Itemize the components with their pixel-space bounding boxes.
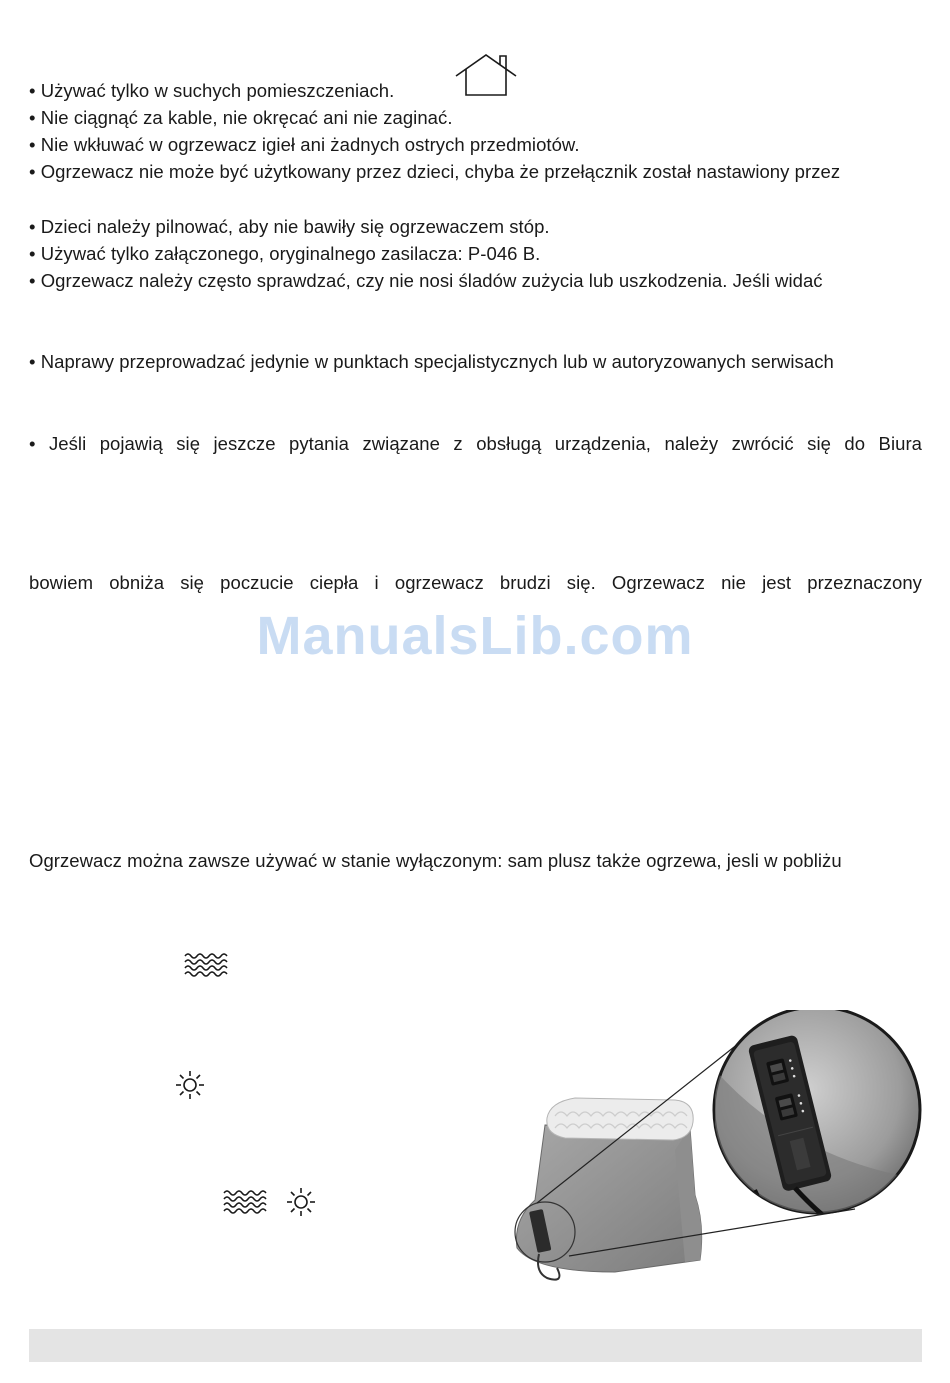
foot-warmer-illustration	[495, 1010, 925, 1300]
bullet-needles: • Nie wkłuwać w ogrzewacz igieł ani żadnych ostrych przedmiotów.	[29, 134, 580, 155]
paragraph-off-mode: Ogrzewacz można zawsze używać w stanie wyłączonym: sam plusz także ogrzewa, jesli w pobliżu	[29, 850, 842, 871]
bullet-children-play: • Dzieci należy pilnować, aby nie bawiły się ogrzewaczem stóp.	[29, 216, 550, 237]
heat-waves-icon-combined	[222, 1188, 270, 1218]
bullet-dry-rooms: • Używać tylko w suchych pomieszczeniach.	[29, 80, 395, 101]
bullet-cables: • Nie ciągnąć za kable, nie okręcać ani nie zaginać.	[29, 107, 453, 128]
footer-bar	[29, 1329, 922, 1362]
watermark: ManualsLib.com	[256, 606, 694, 666]
house-icon	[454, 52, 518, 98]
bullet-adapter: • Używać tylko załączonego, oryginalnego zasilacza: P-046 B.	[29, 243, 541, 264]
bullet-children-use: • Ogrzewacz nie może być użytkowany przez dzieci, chyba że przełącznik został nastawiony przez	[29, 161, 841, 182]
controller-magnified	[714, 1010, 925, 1225]
paragraph-warmth: bowiem obniża się poczucie ciepła i ogrzewacz brudzi się. Ogrzewacz nie jest przeznaczony	[29, 572, 922, 593]
sun-icon	[175, 1070, 205, 1100]
bullet-inspect: • Ogrzewacz należy często sprawdzać, czy nie nosi śladów zużycia lub uszkodzenia. Jeśli widać	[29, 270, 823, 291]
bullet-repairs: • Naprawy przeprowadzać jedynie w punktach specjalistycznych lub w autoryzowanych serwisach	[29, 351, 834, 372]
sun-icon-combined	[286, 1187, 316, 1217]
heat-waves-icon	[183, 951, 231, 981]
bullet-questions: • Jeśli pojawią się jeszcze pytania związane z obsługą urządzenia, należy zwrócić się do Biura	[29, 433, 922, 454]
